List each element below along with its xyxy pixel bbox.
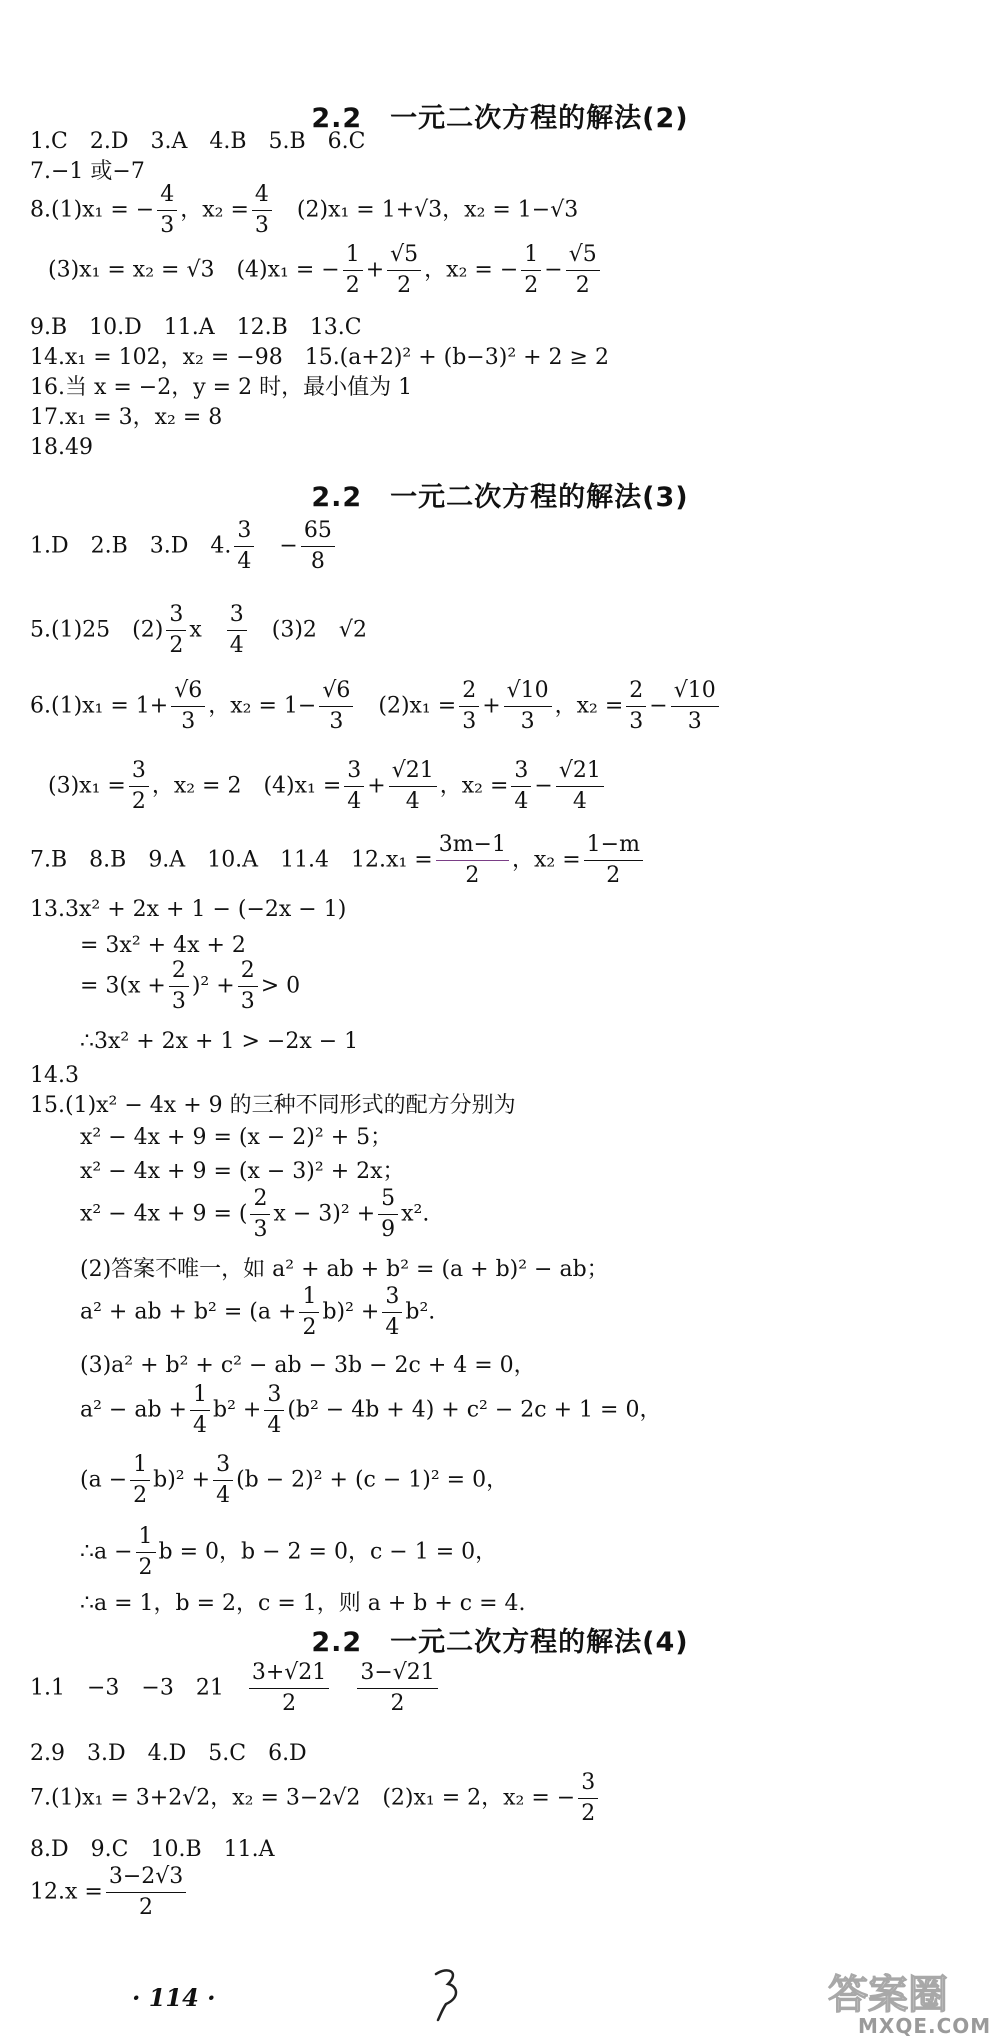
- answer-line: (a − $\frac{1}{2}$ b)² + $\frac{3}{4}$ (b − 2)² + (c − 1)² = 0，: [80, 1452, 509, 1508]
- watermark-url: MXQE.COM: [858, 2014, 992, 2038]
- answer-line: 1.C 2.D 3.A 4.B 5.B 6.C: [30, 129, 366, 154]
- answer-line: 17.x₁ = 3，x₂ = 8: [30, 405, 223, 430]
- handwritten-mark: [428, 1966, 468, 2022]
- answer-line: 12.x = $\frac{3-2√3}{2}$: [30, 1862, 189, 1923]
- answer-line: (2)答案不唯一，如 a² + ab + b² = (a + b)² − ab；: [80, 1257, 609, 1282]
- answer-line: 16.当 x = −2，y = 2 时，最小值为 1: [30, 375, 413, 400]
- answer-line: 6.(1)x₁ = 1+ $\frac{√6}{3}$ ，x₂ = 1− $\frac{√6}{3}$ (2)x₁ = $\frac{2}{3}$ + $\frac{√10}{3}$ ，x₂ = $\frac{2}{3}$ − $\frac{√10}{3}$: [30, 676, 722, 737]
- fraction: $\frac{4}{3}$: [252, 180, 272, 241]
- answer-line: ∴a − $\frac{1}{2}$ b = 0，b − 2 = 0，c − 1 = 0，: [80, 1524, 498, 1580]
- answer-line: ∴3x² + 2x + 1 > −2x − 1: [80, 1029, 359, 1054]
- section-title-4: 2.2 一元二次方程的解法(4): [311, 1627, 689, 1658]
- answer-line: 5.(1)25 (2) $\frac{3}{2}$ x $\frac{3}{4}$ (3)2 √2: [30, 602, 367, 658]
- svg-text:答案圈: 答案圈: [828, 1972, 948, 2018]
- page-number: · 114 ·: [132, 1983, 216, 2012]
- section-title-3: 2.2 一元二次方程的解法(3): [311, 482, 689, 513]
- answer-line: x² − 4x + 9 = ( $\frac{2}{3}$ x − 3)² + $\frac{5}{9}$ x².: [80, 1186, 430, 1242]
- answer-line: 1.1 −3 −3 21 $\frac{3+√21}{2}$ $\frac{3-√21}{2}$: [30, 1658, 441, 1719]
- answer-line: 1.D 2.B 3.D 4. $\frac{3}{4}$ − $\frac{65}{8}$: [30, 516, 338, 577]
- answer-line: 7.(1)x₁ = 3+2√2，x₂ = 3−2√2 (2)x₁ = 2，x₂ = − $\frac{3}{2}$: [30, 1768, 601, 1829]
- answer-line: 15.(1)x² − 4x + 9 的三种不同形式的配方分别为: [30, 1093, 516, 1118]
- answer-line: = 3x² + 4x + 2: [80, 933, 246, 958]
- answer-line: (3)a² + b² + c² − ab − 3b − 2c + 4 = 0，: [80, 1353, 536, 1378]
- answer-line: 13.3x² + 2x + 1 − (−2x − 1): [30, 897, 347, 922]
- fraction: $\frac{4}{3}$: [157, 180, 177, 241]
- answer-line: 7.−1 或−7: [30, 159, 145, 184]
- answer-line: 8.(1)x₁ = − $\frac{4}{3}$ ，x₂ = $\frac{4}{3}$ (2)x₁ = 1+√3，x₂ = 1−√3: [30, 180, 578, 241]
- answer-line: x² − 4x + 9 = (x − 2)² + 5；: [80, 1125, 393, 1150]
- answer-line: (3)x₁ = $\frac{3}{2}$ ，x₂ = 2 (4)x₁ = $\frac{3}{4}$ + $\frac{√21}{4}$ ，x₂ = $\frac{3}{4}$ − $\frac{√21}{4}$: [48, 756, 607, 817]
- answer-line: 8.D 9.C 10.B 11.A: [30, 1837, 275, 1862]
- section-title-2: 2.2 一元二次方程的解法(2): [311, 103, 689, 134]
- answer-line: ∴a = 1，b = 2，c = 1，则 a + b + c = 4.: [80, 1591, 526, 1616]
- answer-line: (3)x₁ = x₂ = √3 (4)x₁ = − $\frac{1}{2}$ + $\frac{√5}{2}$ ，x₂ = − $\frac{1}{2}$ − $\frac{√5}{2}$: [48, 240, 603, 301]
- answer-line: 14.x₁ = 102，x₂ = −98 15.(a+2)² + (b−3)² + 2 ≥ 2: [30, 345, 609, 370]
- answer-line: = 3(x + $\frac{2}{3}$ )² + $\frac{2}{3}$ > 0: [80, 958, 301, 1014]
- answer-line: 2.9 3.D 4.D 5.C 6.D: [30, 1741, 307, 1766]
- answer-line: 18.49: [30, 435, 93, 460]
- answer-line: x² − 4x + 9 = (x − 3)² + 2x；: [80, 1159, 405, 1184]
- answer-line: a² + ab + b² = (a + $\frac{1}{2}$ b)² + $\frac{3}{4}$ b².: [80, 1284, 436, 1340]
- answer-line: a² − ab + $\frac{1}{4}$ b² + $\frac{3}{4}$ (b² − 4b + 4) + c² − 2c + 1 = 0，: [80, 1382, 662, 1438]
- answer-line: 14.3: [30, 1063, 79, 1088]
- answer-line: 9.B 10.D 11.A 12.B 13.C: [30, 315, 362, 340]
- answer-line: 7.B 8.B 9.A 10.A 11.4 12.x₁ = $\frac{3m-1}{2}$ ，x₂ = $\frac{1-m}{2}$: [30, 830, 646, 891]
